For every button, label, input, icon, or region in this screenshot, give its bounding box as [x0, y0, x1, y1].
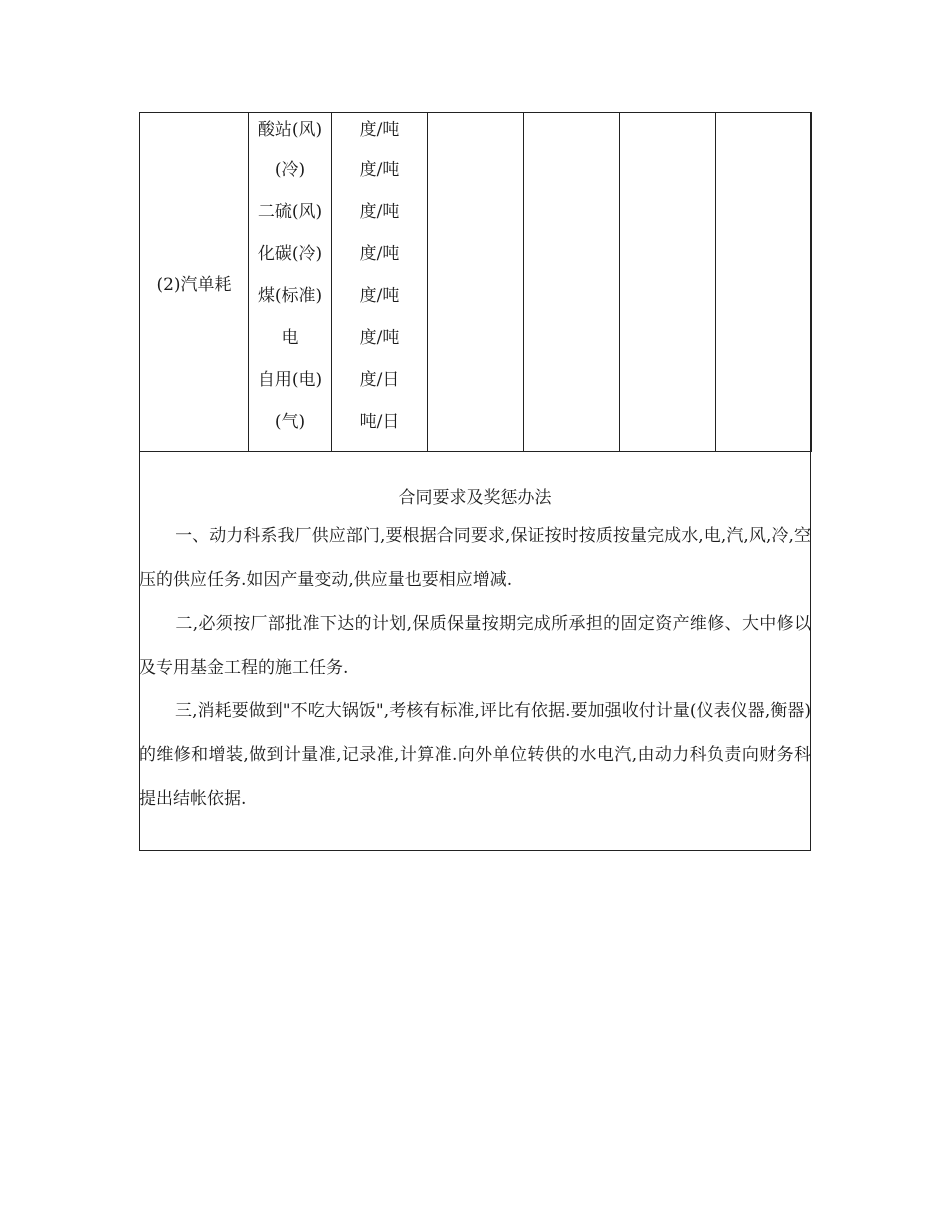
paragraph-text: 二,必须按厂部批准下达的计划,保质保量按期完成所承担的固定资产维修、大中修以及专用基金工程的施工任务. — [139, 614, 811, 678]
item-label: 化碳(冷) — [257, 244, 323, 264]
item-label: 自用(电) — [257, 370, 323, 390]
item-label: 酸站(风) — [257, 120, 323, 140]
unit-label: 吨/日 — [359, 412, 400, 432]
row-label: (2)汽单耗 — [140, 113, 249, 452]
item-label: 二硫(风) — [257, 202, 323, 222]
unit-label: 度/吨 — [359, 286, 400, 306]
unit-label: 度/吨 — [359, 244, 400, 264]
paragraph-text: 三,消耗要做到"不吃大锅饭",考核有标准,评比有依据.要加强收付计量(仪表仪器,衡器)的维修和增装,做到计量准,记录准,计算准.向外单位转供的水电汽,由动力科负责向财务科提出结帐依据. — [139, 701, 811, 809]
notes-paragraph — [139, 689, 811, 821]
item-label: 煤(标准) — [257, 286, 323, 306]
unit-label: 度/吨 — [359, 328, 400, 348]
paragraph-text: 一、动力科系我厂供应部门,要根据合同要求,保证按时按质按量完成水,电,汽,风,冷,空压的供应任务.如因产量变动,供应量也要相应增减. — [139, 526, 811, 590]
notes-title: 合同要求及奖惩办法 — [398, 488, 552, 508]
contract-notes — [139, 451, 811, 851]
notes-paragraph — [139, 514, 811, 602]
unit-label: 度/日 — [359, 370, 400, 390]
notes-paragraph — [139, 602, 811, 690]
unit-label: 度/吨 — [359, 160, 400, 180]
item-label: (冷) — [274, 160, 306, 180]
item-label: (气) — [274, 412, 306, 432]
item-label: 电 — [281, 328, 299, 348]
unit-label: 度/吨 — [359, 120, 400, 140]
unit-label: 度/吨 — [359, 202, 400, 222]
